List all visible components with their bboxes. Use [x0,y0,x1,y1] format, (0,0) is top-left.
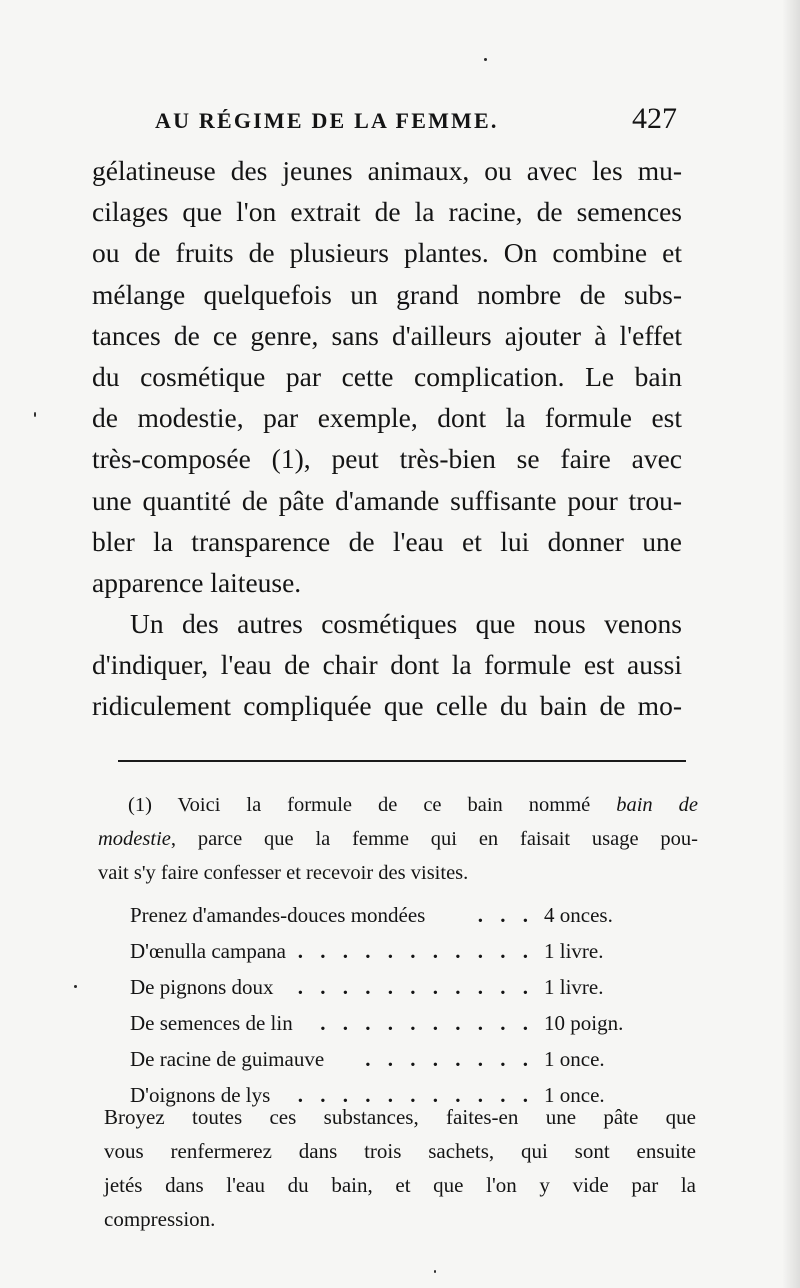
body-line: d'indiquer, l'eau de chair dont la formule est aussi [92,649,682,681]
footnote-line: jetés dans l'eau du bain, et que l'on y vide par la [104,1173,696,1197]
footnote-text: (1) Voici la formule de ce bain nommé [128,794,591,816]
body-line: apparence laiteuse. [92,566,302,598]
recipe-ingredient: De pignons doux [130,975,274,999]
body-line: ridiculement compliquée que celle du bain de mo- [92,690,682,722]
recipe-row [130,1041,682,1077]
recipe-ingredient: De semences de lin [130,1011,293,1035]
page-header [155,104,685,144]
paper-speck [74,985,77,988]
body-line: une quantité de pâte d'amande suffisante pour trou- [92,484,682,516]
footnote-conclusion [104,1100,696,1236]
footnote-line: vait s'y faire confesser et recevoir des visites. [98,862,469,884]
page-number: 427 [632,102,677,135]
footnote-italic: modestie [98,828,171,850]
recipe-quantity: 4 onces. [544,903,613,927]
footnote [98,788,698,890]
recipe-ingredient: D'oignons de lys [130,1083,271,1107]
body-text [92,150,682,727]
body-line: gélatineuse des jeunes animaux, ou avec les mu- [92,155,682,186]
body-line: de modestie, par exemple, dont la formule est [92,402,682,434]
footnote-line: vous renfermerez dans trois sachets, qui sont ensuite [104,1139,696,1163]
recipe-row [130,933,682,969]
recipe-leader-dots: . . . . . . . . . . . [297,1083,534,1107]
recipe-quantity: 1 once. [544,1083,605,1107]
recipe-list [130,897,682,1113]
body-line: cilages que l'on extrait de la racine, de semences [92,196,682,228]
recipe-quantity: 10 poign. [544,1011,624,1035]
body-line: mélange quelquefois un grand nombre de subs- [92,278,682,310]
recipe-quantity: 1 livre. [544,975,604,999]
recipe-leader-dots: . . . . . . . . . . . [297,939,534,963]
footnote-line [98,788,698,822]
body-line: du cosmétique par cette complication. Le bain [92,360,682,392]
footnote-line: Broyez toutes ces substances, faites-en une pâte que [104,1105,696,1129]
footnote-text: , parce que la femme qui en faisait usage pou- [170,828,698,850]
footnote-italic: bain de [616,794,698,816]
body-line: très-composée (1), peut très-bien se faire avec [92,443,682,475]
recipe-row [130,969,682,1005]
recipe-ingredient: Prenez d'amandes-douces mondées [130,903,426,927]
body-line: tances de ce genre, sans d'ailleurs ajouter à l'effet [92,319,682,351]
page-edge-shadow [782,0,800,1288]
recipe-leader-dots: . . . . . . . . . . . [297,975,534,999]
footnote-line: compression. [104,1207,216,1231]
recipe-leader-dots: . . . [477,903,534,927]
recipe-quantity: 1 livre. [544,939,604,963]
recipe-ingredient: De racine de guimauve [130,1047,325,1071]
recipe-row [130,897,682,933]
paper-speck [484,58,487,61]
paper-speck [34,412,36,417]
footnote-rule [118,760,686,762]
body-line: bler la transparence de l'eau et lui donner une [92,525,682,557]
recipe-ingredient: D'œnulla campana [130,939,286,963]
recipe-quantity: 1 once. [544,1047,605,1071]
body-line: Un des autres cosmétiques que nous venons [130,608,682,640]
body-line: ou de fruits de plusieurs plantes. On combine et [92,237,682,269]
paper-speck [434,1270,436,1273]
recipe-leader-dots: . . . . . . . . [365,1047,534,1071]
footnote-line [98,822,698,856]
recipe-row [130,1005,682,1041]
running-head: AU RÉGIME DE LA FEMME. [155,108,499,133]
recipe-leader-dots: . . . . . . . . . . [320,1011,534,1035]
